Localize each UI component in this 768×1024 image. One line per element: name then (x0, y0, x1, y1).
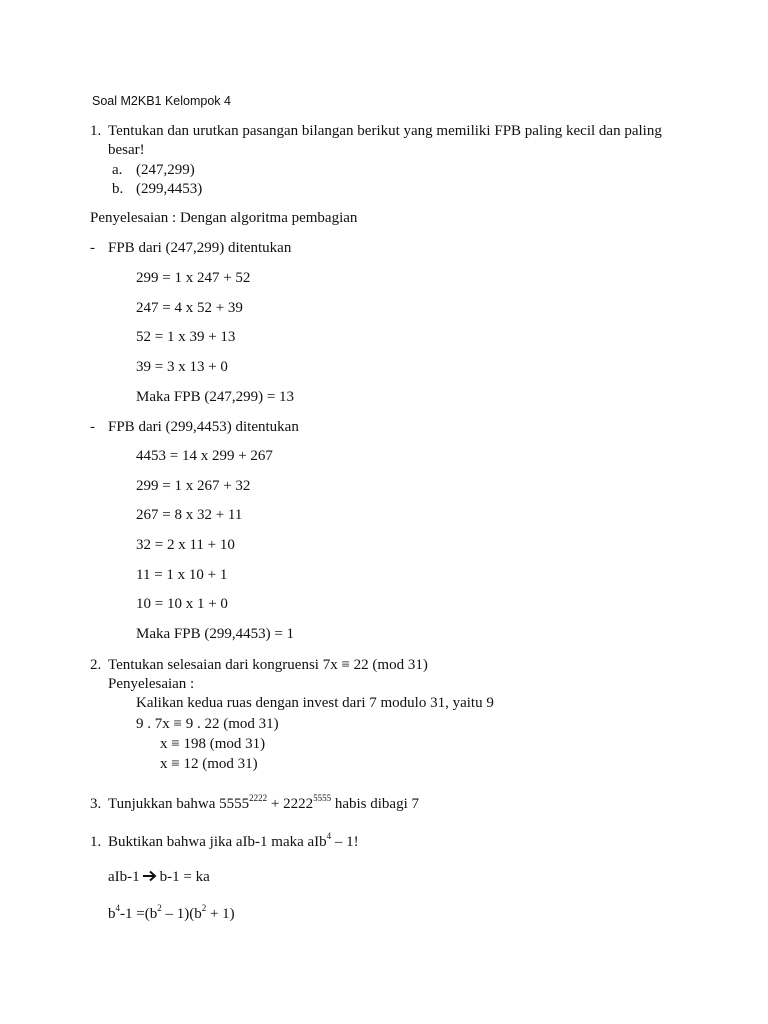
q4-line1-b: b-1 = ka (159, 869, 210, 885)
part2-step: 267 = 8 x 32 + 11 (136, 507, 243, 523)
q3-number: 3. (90, 796, 102, 812)
q1-text-line2: besar! (108, 142, 145, 158)
q4-line2-exponent2: 2 (157, 903, 162, 913)
q4-text-a: Buktikan bahwa jika aIb-1 maka aIb (108, 834, 327, 850)
q3-exponent-b: 5555 (313, 793, 332, 803)
part1-dash: - (90, 240, 95, 256)
part1-result: Maka FPB (247,299) = 13 (136, 389, 295, 405)
q4-line2-d: + 1) (206, 906, 235, 922)
document-title: Soal M2KB1 Kelompok 4 (92, 94, 231, 108)
part2-dash: - (90, 419, 95, 435)
q1-number: 1. (90, 123, 102, 139)
q2-line4: x ≡ 12 (mod 31) (160, 756, 258, 772)
part1-step: 39 = 3 x 13 + 0 (136, 359, 228, 375)
q1-text-line1: Tentukan dan urutkan pasangan bilangan berikut yang memiliki FPB paling kecil dan paling (108, 123, 662, 139)
q3-text (108, 795, 419, 813)
q3-text-b: + 2222 (267, 796, 314, 812)
part1-step: 247 = 4 x 52 + 39 (136, 300, 243, 316)
part2-step: 4453 = 14 x 299 + 267 (136, 448, 273, 464)
q1-option-b-label: b. (112, 181, 124, 197)
q2-number: 2. (90, 657, 102, 673)
q3-text-c: habis dibagi 7 (331, 796, 419, 812)
q4-line2-exponent3: 2 (201, 903, 207, 913)
q4-line1 (108, 868, 210, 886)
q4-line2 (108, 905, 235, 923)
q1-option-a: (247,299) (136, 162, 195, 178)
q3-text-a: Tunjukkan bahwa 5555 (108, 796, 250, 812)
q4-line2-c: – 1)(b (161, 906, 202, 922)
part1-heading: FPB dari (247,299) ditentukan (108, 240, 292, 256)
q2-line2: 9 . 7x ≡ 9 . 22 (mod 31) (136, 716, 279, 732)
part2-step: 11 = 1 x 10 + 1 (136, 567, 228, 583)
q4-line1-a: aIb-1 (108, 869, 140, 885)
q4-number: 1. (90, 834, 102, 850)
solution-intro: Penyelesaian : Dengan algoritma pembagian (90, 210, 358, 226)
q4-line2-exponent1: 4 (115, 903, 120, 913)
q4-line2-b: -1 =(b (120, 906, 158, 922)
part2-heading: FPB dari (299,4453) ditentukan (108, 419, 299, 435)
q2-line3: x ≡ 198 (mod 31) (160, 736, 266, 752)
part2-step: 32 = 2 x 11 + 10 (136, 537, 235, 553)
q1-option-a-label: a. (112, 162, 123, 178)
right-arrow-icon (142, 868, 158, 886)
part2-step: 299 = 1 x 267 + 32 (136, 478, 251, 494)
part1-step: 52 = 1 x 39 + 13 (136, 329, 236, 345)
q2-solution-label: Penyelesaian : (108, 676, 195, 692)
q4-line2-a: b (108, 906, 116, 922)
q1-option-b: (299,4453) (136, 181, 203, 197)
part1-step: 299 = 1 x 247 + 52 (136, 270, 251, 286)
q4-text-b: – 1! (331, 834, 359, 850)
q4-text (108, 833, 359, 851)
q2-line1: Kalikan kedua ruas dengan invest dari 7 modulo 31, yaitu 9 (136, 695, 494, 711)
q2-text: Tentukan selesaian dari kongruensi 7x ≡ 22 (mod 31) (108, 657, 428, 673)
q4-exponent-a: 4 (326, 831, 332, 841)
q3-exponent-a: 2222 (249, 793, 268, 803)
part2-step: 10 = 10 x 1 + 0 (136, 596, 228, 612)
part2-result: Maka FPB (299,4453) = 1 (136, 626, 295, 642)
